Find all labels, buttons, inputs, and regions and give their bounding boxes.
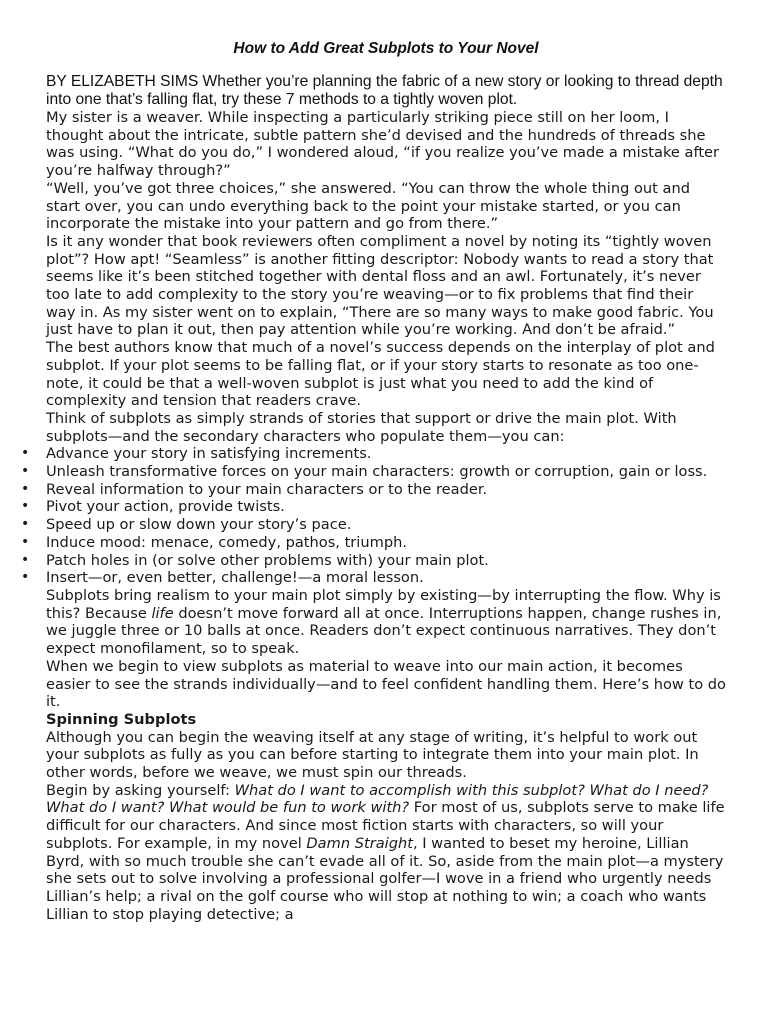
- subplot-benefits-list: [46, 445, 726, 587]
- paragraph-7: When we begin to view subplots as material to weave into our main action, it becomes easier to see the strands individually—and to feel confident handling them. Here’s how to do it.: [46, 657, 726, 711]
- text-run: Begin by asking yourself:: [46, 781, 235, 799]
- text-run: , I wanted to beset my heroine, Lillian Byrd, with so much trouble she can’t evade all of it. So, aside from the main plot—a mystery she sets out to solve involving a professional golfer—I wove in a friend who urgently needs Lillian’s help; a rival on the golf course who will stop at nothing to win; a coach who wants Lillian to stop playing detective; a: [46, 834, 724, 923]
- paragraph-1: My sister is a weaver. While inspecting a particularly striking piece still on her loom, I thought about the intricate, subtle pattern she’d devised and the hundreds of threads she was using. “What do you do,” I wondered aloud, “if you realize you’ve made a mistake after you’re halfway through?”: [46, 109, 720, 180]
- text-run: doesn’t move forward all at once. Interruptions happen, change rushes in, we juggle three or 10 balls at once. Readers don’t expect continuous narratives. They don’t expect monofilament, so to speak.: [46, 604, 722, 658]
- emphasis-text: life: [151, 604, 174, 622]
- emphasis-text: What do I want to accomplish with this subplot? What do I need? What do I want? What would be fun to work with?: [46, 781, 709, 817]
- paragraph-9: [46, 782, 726, 924]
- list-item: • Speed up or slow down your story’s pace.: [46, 516, 726, 534]
- book-title: Damn Straight: [306, 834, 413, 852]
- paragraph-8: Although you can begin the weaving itself at any stage of writing, it’s helpful to work out your subplots as fully as you can before starting to integrate them into your main plot. In other words, before we weave, we must spin our threads.: [46, 728, 699, 782]
- list-item: • Insert—or, even better, challenge!—a moral lesson.: [46, 569, 726, 587]
- text-run: Subplots bring realism to your main plot simply by existing—by interrupting the flow. Why is this? Because: [46, 586, 721, 622]
- section-heading: Spinning Subplots: [46, 710, 197, 728]
- lead-paragraph: BY ELIZABETH SIMS Whether you’re planning the fabric of a new story or looking to thread depth into one that’s falling flat, try these 7 methods to a tightly woven plot.: [46, 73, 723, 108]
- list-item: • Induce mood: menace, comedy, pathos, triumph.: [46, 534, 726, 552]
- document-page: [46, 40, 726, 923]
- list-item: • Pivot your action, provide twists.: [46, 498, 726, 516]
- document-title: How to Add Great Subplots to Your Novel: [233, 40, 539, 57]
- paragraph-6: [46, 587, 726, 658]
- list-item: • Patch holes in (or solve other problems with) your main plot.: [46, 552, 726, 570]
- paragraph-4: The best authors know that much of a novel’s success depends on the interplay of plot and subplot. If your plot seems to be falling flat, or if your story starts to resonate as too one-note, it could be that a well-woven subplot is just what you need to add the kind of complexity and tension that readers crave.: [46, 339, 715, 410]
- article-body: [46, 109, 726, 923]
- paragraph-3: Is it any wonder that book reviewers often compliment a novel by noting its “tightly woven plot”? How apt! “Seamless” is another fitting descriptor: Nobody wants to read a story that seems like it’s been stitched together with dental floss and an awl. Fortunately, it’s never too late to add complexity to the story you’re weaving—or to fix problems that find their way in. As my sister went on to explain, “There are so many ways to make good fabric. You just have to plan it out, then pay attention while you’re working. And don’t be afraid.”: [46, 232, 714, 339]
- paragraph-2: “Well, you’ve got three choices,” she answered. “You can throw the whole thing out and start over, you can undo everything back to the point your mistake started, or you can incorporate the mistake into your pattern and go from there.”: [46, 179, 690, 233]
- list-item: • Advance your story in satisfying increments.: [46, 445, 726, 463]
- list-item: • Unleash transformative forces on your main characters: growth or corruption, gain or loss.: [46, 463, 726, 481]
- text-run: For most of us, subplots serve to make life difficult for our characters. And since most fiction starts with characters, so will your subplots. For example, in my novel: [46, 799, 725, 852]
- paragraph-5: Think of subplots as simply strands of stories that support or drive the main plot. With subplots—and the secondary characters who populate them—you can:: [46, 409, 677, 445]
- list-item: • Reveal information to your main characters or to the reader.: [46, 481, 726, 499]
